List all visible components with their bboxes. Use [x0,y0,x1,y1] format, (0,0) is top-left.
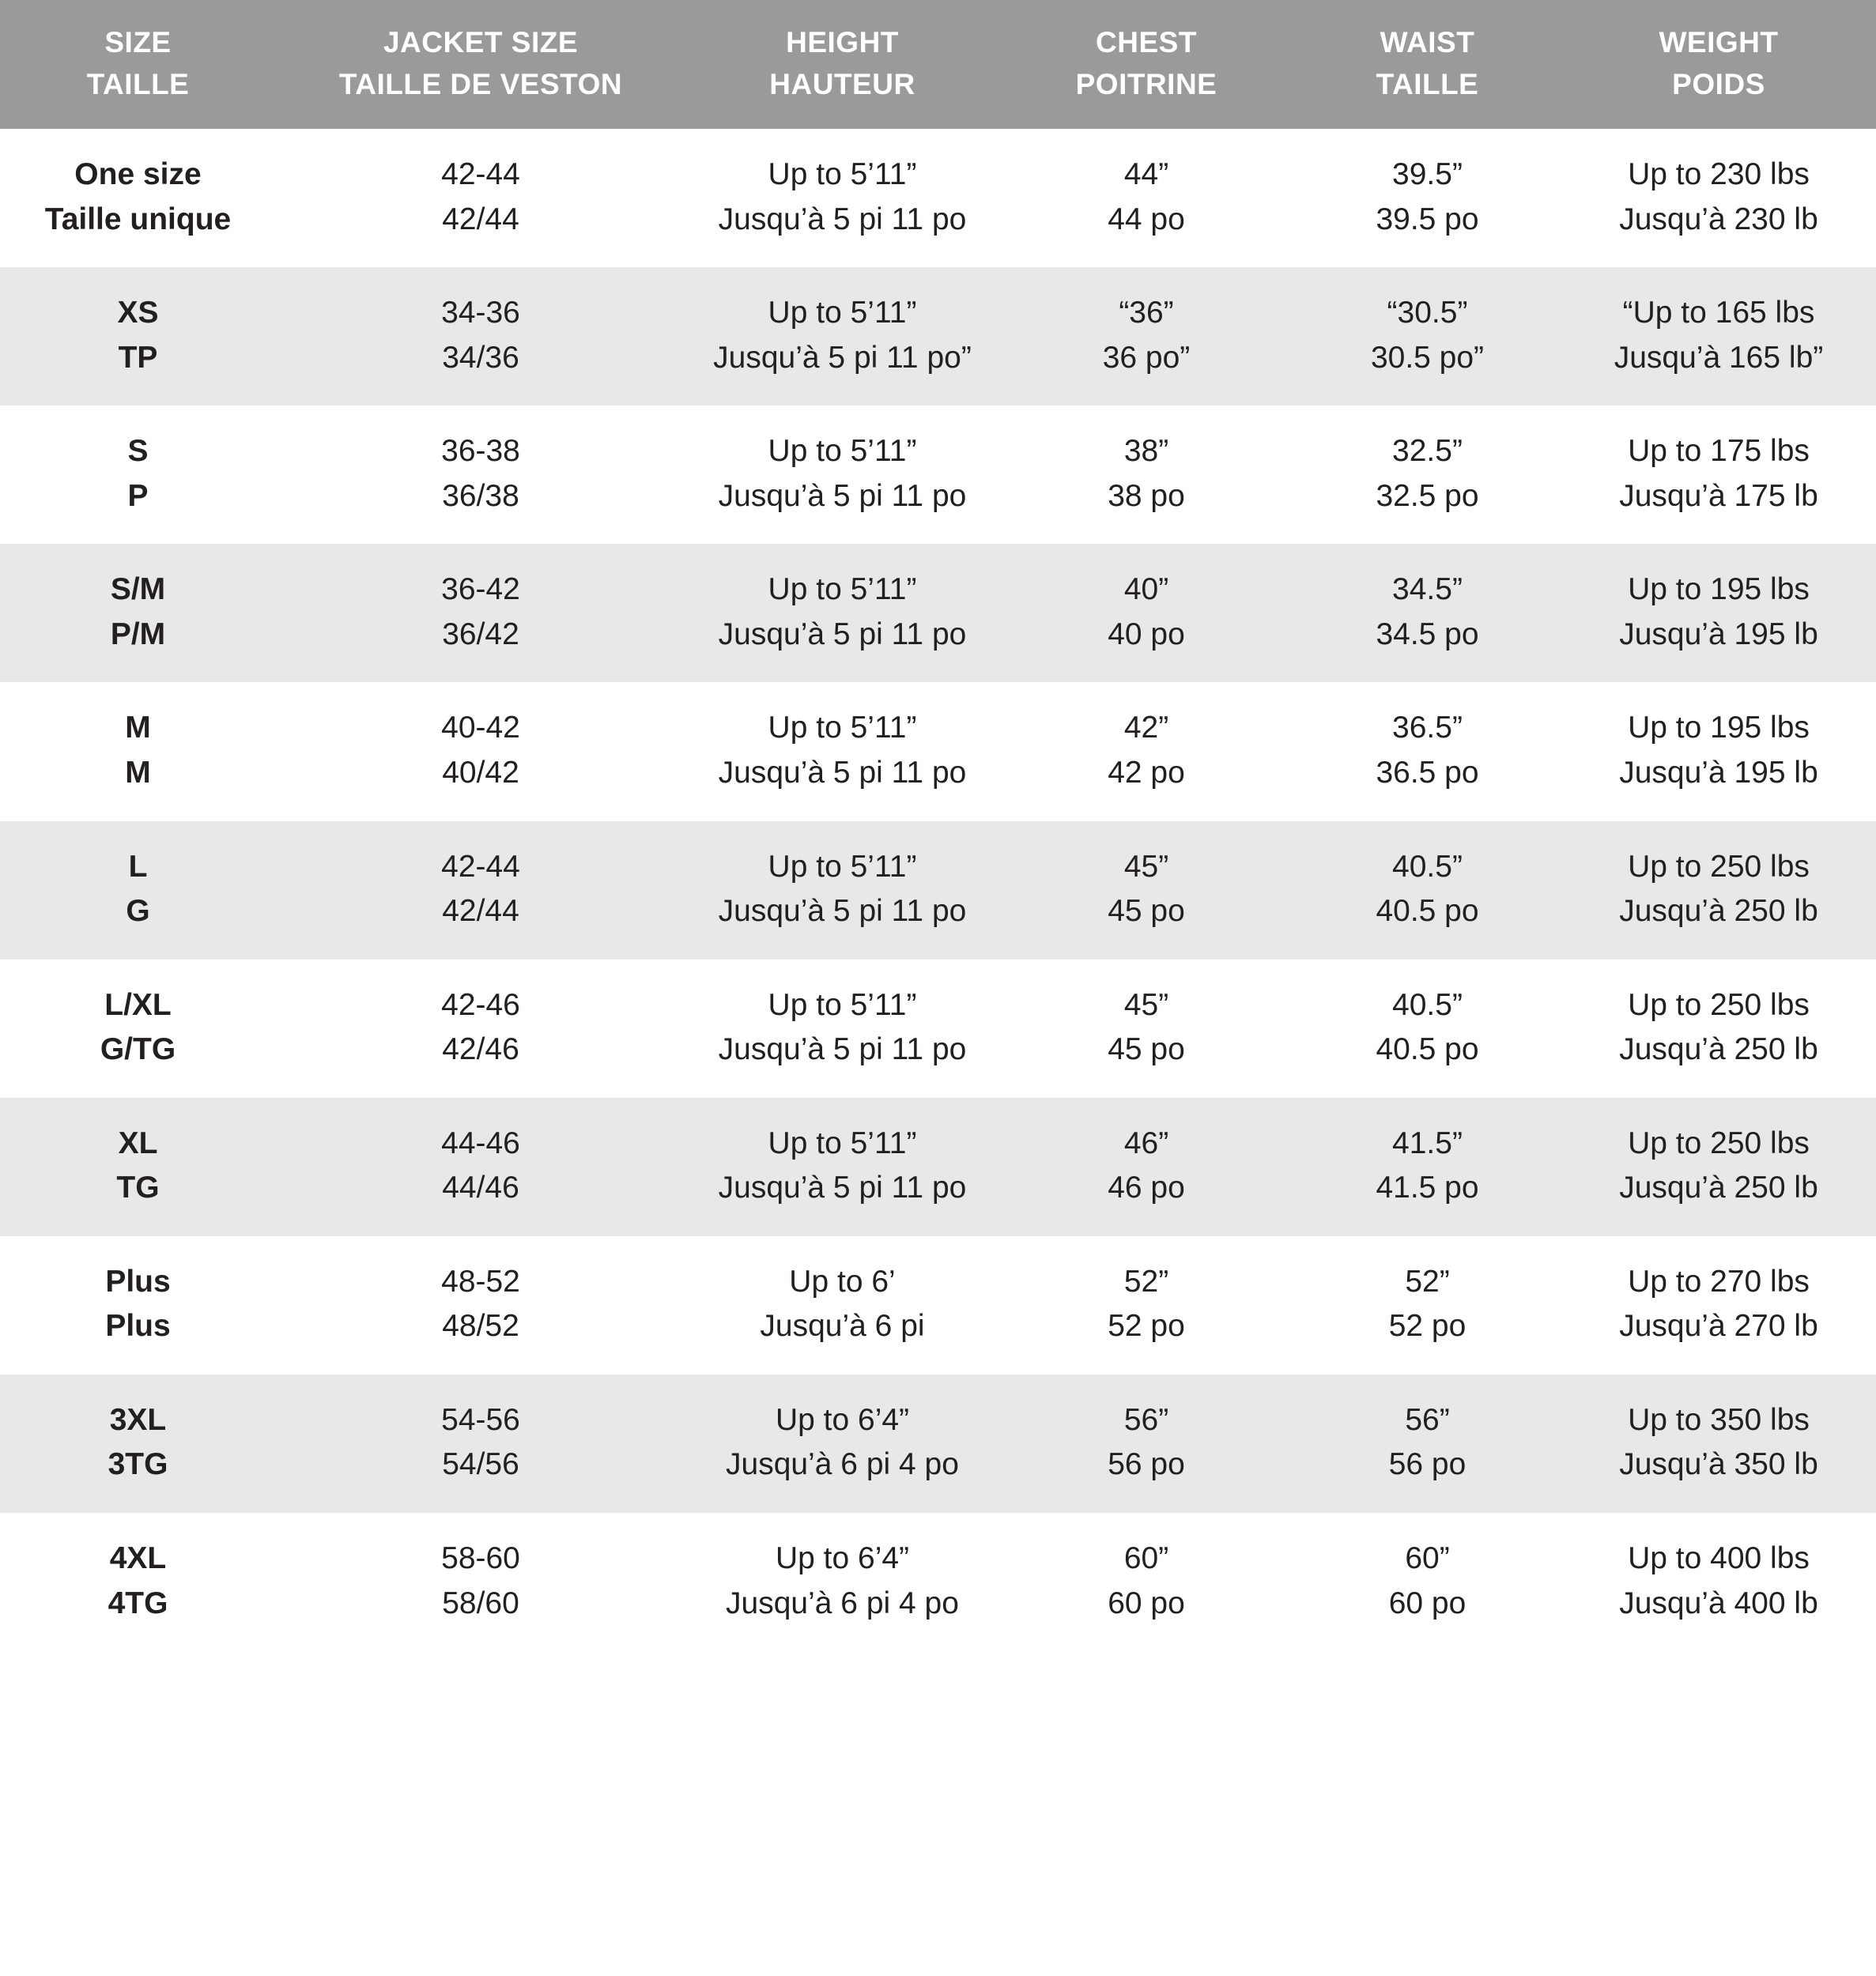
cell-height-en: Up to 5’11” [768,987,917,1022]
cell-chest-fr: 60 po [1108,1586,1185,1620]
column-header-chest [999,0,1293,129]
cell-weight [1561,1236,1876,1375]
cell-waist [1293,1375,1561,1513]
cell-height-fr: Jusqu’à 5 pi 11 po [718,1171,967,1205]
cell-chest [999,267,1293,405]
cell-height-fr: Jusqu’à 5 pi 11 po [718,894,967,929]
cell-chest-fr: 56 po [1108,1447,1185,1482]
cell-weight-fr: Jusqu’à 350 lb [1619,1447,1818,1482]
cell-chest [999,405,1293,544]
cell-size-en: XS [117,296,159,330]
table-row [0,682,1876,820]
cell-weight-fr: Jusqu’à 250 lb [1619,894,1818,929]
cell-size-fr: TG [116,1171,160,1205]
cell-height [685,1098,999,1236]
cell-height-fr: Jusqu’à 6 pi [760,1309,925,1344]
cell-chest [999,1236,1293,1375]
cell-waist-en: 32.5” [1392,434,1463,469]
column-header-weight-en: WEIGHT [1659,26,1779,58]
cell-waist-fr: 34.5 po [1376,617,1479,651]
cell-waist-en: 40.5” [1392,987,1463,1022]
table-row [0,821,1876,960]
cell-height-fr: Jusqu’à 6 pi 4 po [726,1586,959,1620]
cell-size-en: Plus [105,1264,171,1299]
cell-size-en: XL [118,1126,158,1160]
cell-waist [1293,821,1561,960]
cell-waist-fr: 36.5 po [1376,755,1479,790]
cell-waist-fr: 40.5 po [1376,1032,1479,1067]
cell-waist-en: 40.5” [1392,849,1463,884]
cell-waist-fr: 39.5 po [1376,202,1479,236]
column-header-jacket-size [276,0,685,129]
cell-height-fr: Jusqu’à 5 pi 11 po [718,617,967,651]
cell-jacket-en: 54-56 [441,1402,520,1437]
cell-weight-en: Up to 250 lbs [1628,987,1810,1022]
cell-weight [1561,544,1876,682]
cell-size [0,405,276,544]
cell-height [685,1236,999,1375]
table-row [0,267,1876,405]
cell-jacket-size [276,1236,685,1375]
cell-weight [1561,1098,1876,1236]
cell-waist-en: 41.5” [1392,1126,1463,1160]
cell-waist-en: 39.5” [1392,157,1463,192]
cell-chest-fr: 36 po” [1102,340,1191,375]
cell-chest-en: 45” [1123,849,1169,884]
cell-chest-fr: 52 po [1108,1309,1185,1344]
cell-height [685,1375,999,1513]
cell-size-en: L [128,849,148,884]
cell-chest [999,1513,1293,1651]
cell-weight-fr: Jusqu’à 270 lb [1619,1309,1818,1344]
cell-height-en: Up to 5’11” [768,849,917,884]
cell-size-en: One size [74,157,202,192]
cell-height-en: Up to 5’11” [768,1126,917,1160]
cell-waist [1293,544,1561,682]
column-header-jacket-size-en: JACKET SIZE [383,26,579,58]
cell-weight [1561,129,1876,267]
column-header-size [0,0,276,129]
cell-size [0,821,276,960]
cell-size [0,1513,276,1651]
cell-waist-en: 52” [1405,1264,1450,1299]
cell-jacket-en: 42-44 [441,849,520,884]
cell-jacket-en: 36-38 [441,434,520,469]
cell-weight-fr: Jusqu’à 175 lb [1619,478,1818,513]
cell-waist-en: 34.5” [1392,572,1463,607]
cell-chest [999,960,1293,1098]
cell-waist [1293,405,1561,544]
cell-jacket-fr: 48/52 [442,1309,519,1344]
cell-waist-fr: 56 po [1388,1447,1466,1482]
cell-jacket-size [276,821,685,960]
cell-weight [1561,1513,1876,1651]
cell-weight [1561,682,1876,820]
cell-chest-fr: 40 po [1108,617,1185,651]
cell-jacket-size [276,1098,685,1236]
cell-height [685,267,999,405]
cell-waist-fr: 40.5 po [1376,894,1479,929]
table-row [0,960,1876,1098]
cell-chest-fr: 42 po [1108,755,1185,790]
cell-size [0,1375,276,1513]
cell-weight-fr: Jusqu’à 195 lb [1619,755,1818,790]
table-row [0,1236,1876,1375]
cell-jacket-en: 40-42 [441,711,520,745]
cell-size-en: 4XL [109,1541,167,1575]
cell-height [685,682,999,820]
cell-height-fr: Jusqu’à 5 pi 11 po [718,755,967,790]
cell-chest [999,129,1293,267]
column-header-weight-fr: POIDS [1672,67,1765,100]
cell-waist-en: 60” [1405,1541,1450,1575]
cell-jacket-fr: 42/44 [442,202,519,236]
cell-weight [1561,960,1876,1098]
cell-chest-en: 44” [1123,157,1169,192]
cell-waist [1293,1236,1561,1375]
cell-waist [1293,1513,1561,1651]
cell-waist-fr: 41.5 po [1376,1171,1479,1205]
cell-height-fr: Jusqu’à 5 pi 11 po [718,1032,967,1067]
cell-jacket-fr: 42/46 [442,1032,519,1067]
cell-jacket-size [276,405,685,544]
cell-chest [999,1098,1293,1236]
cell-weight-en: Up to 230 lbs [1628,157,1810,192]
cell-size [0,682,276,820]
cell-size-fr: 3TG [108,1447,168,1482]
cell-weight-en: Up to 175 lbs [1628,434,1810,469]
cell-size-fr: G/TG [100,1032,176,1067]
cell-size-en: L/XL [104,987,172,1022]
cell-size-fr: P/M [110,617,166,651]
cell-jacket-en: 42-46 [441,987,520,1022]
cell-size [0,267,276,405]
cell-size-fr: Taille unique [44,202,232,236]
column-header-chest-fr: POITRINE [1075,67,1217,100]
cell-chest-en: 56” [1123,1402,1169,1437]
column-header-size-fr: TAILLE [86,67,190,100]
cell-weight [1561,821,1876,960]
cell-jacket-size [276,1513,685,1651]
cell-height-en: Up to 6’ [789,1264,896,1299]
cell-weight-fr: Jusqu’à 400 lb [1619,1586,1818,1620]
column-header-waist-fr: TAILLE [1376,67,1479,100]
cell-waist-fr: 52 po [1388,1309,1466,1344]
cell-weight-en: Up to 400 lbs [1628,1541,1810,1575]
cell-chest-en: “36” [1119,296,1174,330]
cell-height [685,544,999,682]
cell-chest-fr: 45 po [1108,1032,1185,1067]
table-body [0,129,1876,1651]
cell-weight-fr: Jusqu’à 250 lb [1619,1032,1818,1067]
cell-weight [1561,1375,1876,1513]
cell-height [685,960,999,1098]
cell-chest [999,544,1293,682]
cell-jacket-en: 36-42 [441,572,520,607]
cell-size-en: M [125,711,151,745]
cell-jacket-fr: 54/56 [442,1447,519,1482]
cell-size [0,1236,276,1375]
table-row [0,405,1876,544]
cell-height-fr: Jusqu’à 5 pi 11 po [718,478,967,513]
cell-height [685,1513,999,1651]
cell-waist-fr: 60 po [1388,1586,1466,1620]
table-row [0,129,1876,267]
cell-jacket-fr: 42/44 [442,894,519,929]
cell-jacket-size [276,129,685,267]
cell-weight [1561,267,1876,405]
cell-size [0,1098,276,1236]
cell-jacket-fr: 40/42 [442,755,519,790]
cell-chest-en: 40” [1123,572,1169,607]
cell-height-en: Up to 6’4” [775,1541,910,1575]
cell-jacket-size [276,682,685,820]
cell-height [685,821,999,960]
cell-waist [1293,1098,1561,1236]
cell-jacket-fr: 44/46 [442,1171,519,1205]
table-header-row [0,0,1876,129]
cell-size-fr: 4TG [108,1586,168,1620]
cell-jacket-fr: 36/38 [442,478,519,513]
table-header [0,0,1876,129]
cell-chest-fr: 45 po [1108,894,1185,929]
cell-jacket-en: 44-46 [441,1126,520,1160]
cell-size-en: S/M [110,572,166,607]
cell-waist-fr: 30.5 po” [1370,340,1485,375]
table-row [0,1375,1876,1513]
column-header-height [685,0,999,129]
cell-chest-fr: 38 po [1108,478,1185,513]
cell-chest-fr: 46 po [1108,1171,1185,1205]
cell-weight-en: Up to 195 lbs [1628,711,1810,745]
cell-chest-en: 46” [1123,1126,1169,1160]
cell-waist [1293,267,1561,405]
cell-chest-en: 42” [1123,711,1169,745]
cell-jacket-en: 58-60 [441,1541,520,1575]
cell-jacket-fr: 34/36 [442,340,519,375]
cell-height-en: Up to 5’11” [768,434,917,469]
cell-chest [999,1375,1293,1513]
cell-weight-en: Up to 195 lbs [1628,572,1810,607]
cell-size-fr: M [125,755,151,790]
table-row [0,544,1876,682]
cell-height-fr: Jusqu’à 6 pi 4 po [726,1447,959,1482]
cell-weight-en: Up to 270 lbs [1628,1264,1810,1299]
cell-weight [1561,405,1876,544]
cell-waist-en: “30.5” [1387,296,1468,330]
cell-size [0,960,276,1098]
cell-chest-en: 45” [1123,987,1169,1022]
cell-waist-en: 36.5” [1392,711,1463,745]
cell-size-fr: G [126,894,150,929]
column-header-waist [1293,0,1561,129]
cell-jacket-size [276,267,685,405]
cell-jacket-en: 34-36 [441,296,520,330]
cell-chest [999,682,1293,820]
column-header-height-en: HEIGHT [786,26,899,58]
cell-size [0,129,276,267]
cell-weight-fr: Jusqu’à 250 lb [1619,1171,1818,1205]
cell-waist [1293,682,1561,820]
cell-weight-en: “Up to 165 lbs [1622,296,1815,330]
cell-weight-fr: Jusqu’à 230 lb [1619,202,1818,236]
cell-height-fr: Jusqu’à 5 pi 11 po [718,202,967,236]
cell-jacket-fr: 58/60 [442,1586,519,1620]
table-row [0,1098,1876,1236]
column-header-chest-en: CHEST [1096,26,1197,58]
cell-weight-fr: Jusqu’à 165 lb” [1614,340,1824,375]
cell-size [0,544,276,682]
cell-size-fr: P [127,478,149,513]
cell-height-en: Up to 6’4” [775,1402,910,1437]
cell-size-fr: Plus [105,1309,171,1344]
cell-chest-en: 60” [1123,1541,1169,1575]
cell-height [685,405,999,544]
cell-waist [1293,129,1561,267]
cell-size-fr: TP [118,340,158,375]
cell-jacket-en: 48-52 [441,1264,520,1299]
column-header-size-en: SIZE [104,26,172,58]
cell-waist-fr: 32.5 po [1376,478,1479,513]
cell-weight-en: Up to 250 lbs [1628,1126,1810,1160]
cell-jacket-en: 42-44 [441,157,520,192]
cell-chest [999,821,1293,960]
cell-weight-en: Up to 250 lbs [1628,849,1810,884]
column-header-height-fr: HAUTEUR [769,67,915,100]
cell-weight-fr: Jusqu’à 195 lb [1619,617,1818,651]
cell-height-en: Up to 5’11” [768,711,917,745]
cell-height-en: Up to 5’11” [768,572,917,607]
cell-jacket-size [276,960,685,1098]
cell-height [685,129,999,267]
column-header-jacket-size-fr: TAILLE DE VESTON [338,67,623,100]
cell-height-fr: Jusqu’à 5 pi 11 po” [713,340,972,375]
cell-size-en: 3XL [109,1402,167,1437]
cell-height-en: Up to 5’11” [768,296,917,330]
cell-jacket-size [276,1375,685,1513]
column-header-weight [1561,0,1876,129]
cell-waist-en: 56” [1405,1402,1450,1437]
cell-chest-en: 38” [1123,434,1169,469]
cell-chest-en: 52” [1123,1264,1169,1299]
cell-height-en: Up to 5’11” [768,157,917,192]
cell-chest-fr: 44 po [1108,202,1185,236]
cell-jacket-fr: 36/42 [442,617,519,651]
cell-jacket-size [276,544,685,682]
cell-waist [1293,960,1561,1098]
cell-weight-en: Up to 350 lbs [1628,1402,1810,1437]
column-header-waist-en: WAIST [1380,26,1475,58]
cell-size-en: S [127,434,149,469]
table-row [0,1513,1876,1651]
